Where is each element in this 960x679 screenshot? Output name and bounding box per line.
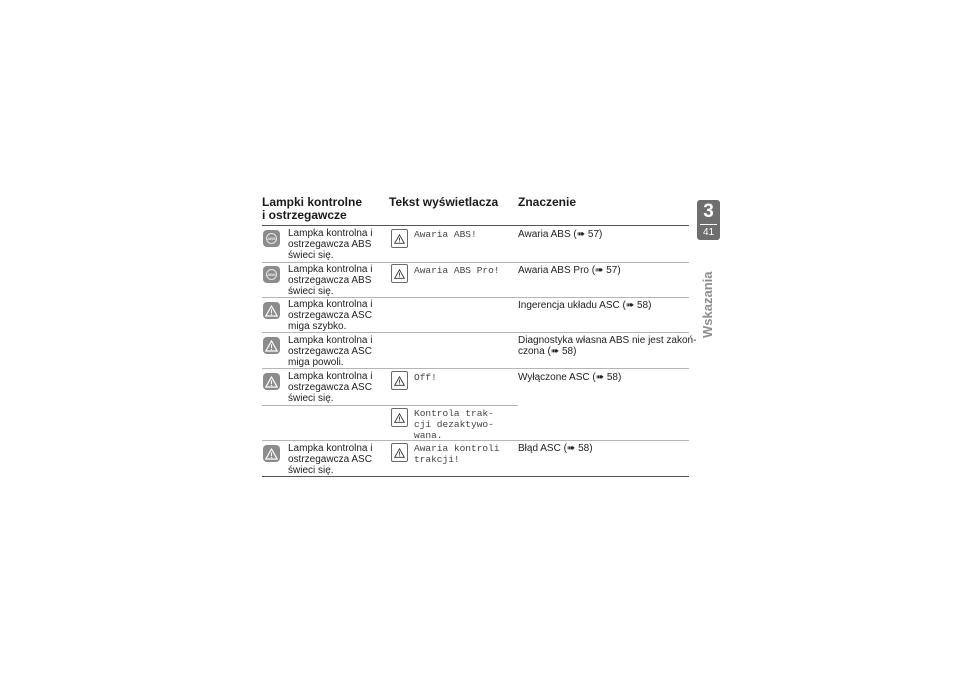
row-1-display-text: Awaria ABS!	[414, 229, 477, 240]
row-5-display-text: Off!	[414, 372, 437, 383]
row-4-lamp: Lampka kontrolna i ostrzegawcza ASC miga powoli.	[288, 335, 373, 368]
row-2-display-text: Awaria ABS Pro!	[414, 265, 500, 276]
row-1-lamp: Lampka kontrolna i ostrzegawcza ABS świeci się.	[288, 228, 373, 261]
row-7-lamp: Lampka kontrolna i ostrzegawcza ASC świeci się.	[288, 443, 373, 476]
warning-icon	[263, 302, 280, 319]
warning-icon	[263, 445, 280, 462]
row-7-meaning: Błąd ASC (➠ 58)	[518, 443, 593, 454]
chapter-tab-divider	[700, 224, 717, 225]
row-divider	[262, 297, 689, 298]
abs-icon: ABS	[263, 230, 280, 247]
chapter-tab	[697, 200, 720, 240]
warning-icon	[263, 337, 280, 354]
row-6-display-text: Kontrola trak- cji dezaktywo- wana.	[414, 408, 494, 441]
row-1-meaning: Awaria ABS (➠ 57)	[518, 229, 603, 240]
row-3-meaning: Ingerencja układu ASC (➠ 58)	[518, 300, 652, 311]
row-divider	[262, 332, 689, 333]
row-3-lamp: Lampka kontrolna i ostrzegawcza ASC miga szybko.	[288, 299, 373, 332]
display-warning-icon	[391, 443, 408, 462]
chapter-title: Wskazania	[700, 271, 715, 338]
display-warning-icon	[391, 408, 408, 427]
chapter-number: 3	[703, 201, 714, 222]
row-2-meaning: Awaria ABS Pro (➠ 57)	[518, 265, 621, 276]
row-divider	[262, 440, 689, 441]
header-meaning: Znaczenie	[518, 195, 577, 209]
row-2-lamp: Lampka kontrolna i ostrzegawcza ABS świeci się.	[288, 264, 373, 297]
display-warning-icon	[391, 229, 408, 248]
abs-icon: ABS	[263, 266, 280, 283]
header-display-text: Tekst wyświetlacza	[389, 195, 499, 209]
row-5-lamp: Lampka kontrolna i ostrzegawcza ASC świeci się.	[288, 371, 373, 404]
display-warning-icon	[391, 264, 408, 283]
warning-icon	[263, 373, 280, 390]
display-warning-icon	[391, 371, 408, 390]
row-5-meaning: Wyłączone ASC (➠ 58)	[518, 372, 622, 383]
row-divider	[262, 368, 689, 369]
row-4-meaning: Diagnostyka własna ABS nie jest zakoń- czona (➠ 58)	[518, 335, 697, 357]
row-divider-partial	[262, 405, 518, 406]
row-7-display-text: Awaria kontroli trakcji!	[414, 443, 500, 465]
row-divider	[262, 262, 689, 263]
table-bottom-rule	[262, 476, 689, 477]
header-lamps: Lampki kontrolne i ostrzegawcze	[262, 195, 363, 222]
header-divider	[262, 225, 689, 226]
page-number: 41	[702, 227, 715, 238]
